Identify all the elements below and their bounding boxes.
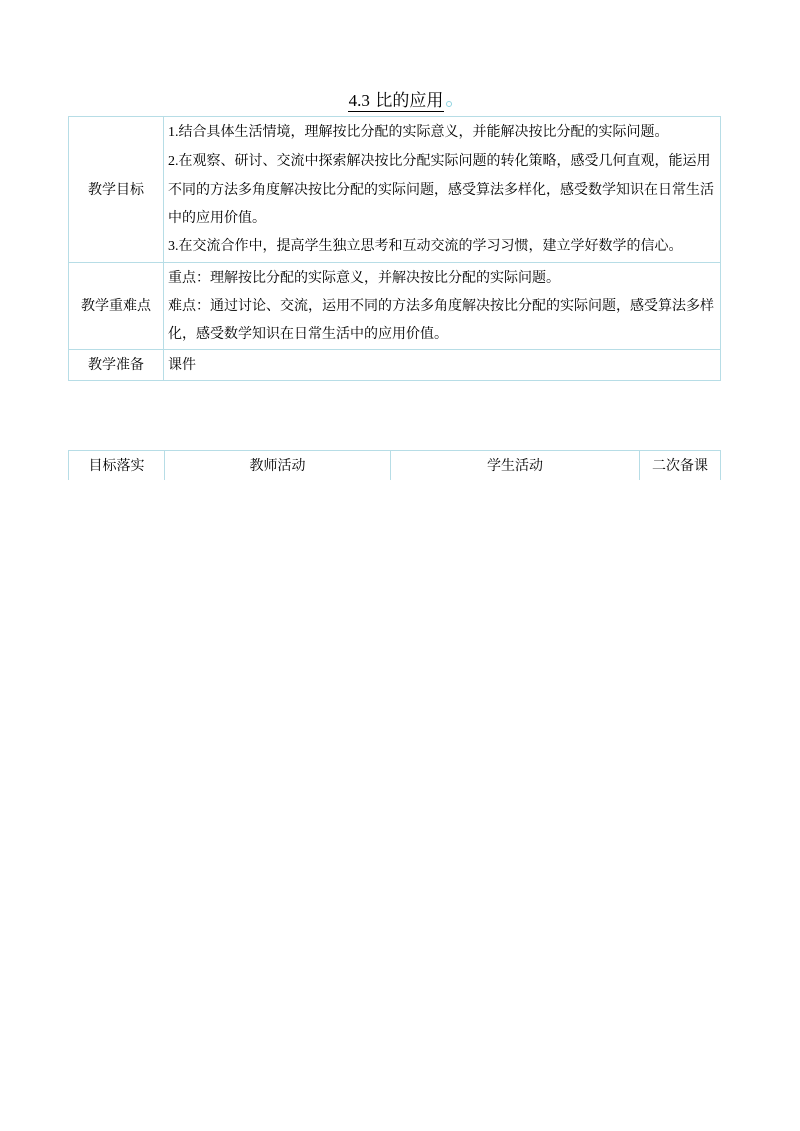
objectives-label: 教学目标: [69, 117, 164, 263]
objective-item: 2.在观察、研讨、交流中探索解决按比分配实际问题的转化策略，感受几何直观，能运用不同的方法多角度解决按比分配的实际问题，感受算法多样化，感受数学知识在日常生活中的应用价值。: [168, 153, 714, 226]
difficulty-text: 难点：通过讨论、交流，运用不同的方法多角度解决按比分配的实际问题，感受算法多样化，感受数学知识在日常生活中的应用价值。: [168, 298, 714, 342]
key-points-row: [69, 263, 721, 350]
title-underline: [348, 91, 445, 112]
header-student-activity: 学生活动: [391, 451, 640, 481]
key-points-label: 教学重难点: [69, 263, 164, 350]
objectives-content: [164, 117, 721, 263]
focus-text: 重点：理解按比分配的实际意义，并解决按比分配的实际问题。: [168, 270, 560, 286]
title-text: 比的应用: [375, 91, 444, 111]
preparation-value: 课件: [164, 350, 721, 381]
preparation-row: [69, 350, 721, 381]
activity-header-row: [69, 451, 721, 481]
objectives-row: [69, 117, 721, 263]
paragraph-mark-icon: [446, 101, 452, 107]
activity-header-table: [68, 450, 721, 480]
header-second-prep: 二次备课: [640, 451, 721, 481]
title-number: 4.3: [348, 91, 370, 110]
preparation-label: 教学准备: [69, 350, 164, 381]
lesson-info-table: [68, 116, 721, 381]
header-teacher-activity: 教师活动: [165, 451, 391, 481]
header-goal: 目标落实: [69, 451, 165, 481]
document-title: [0, 90, 800, 112]
objective-item: 1.结合具体生活情境，理解按比分配的实际意义，并能解决按比分配的实际问题。: [168, 124, 669, 140]
key-points-content: [164, 263, 721, 350]
objective-item: 3.在交流合作中，提高学生独立思考和互动交流的学习习惯，建立学好数学的信心。: [168, 238, 683, 254]
